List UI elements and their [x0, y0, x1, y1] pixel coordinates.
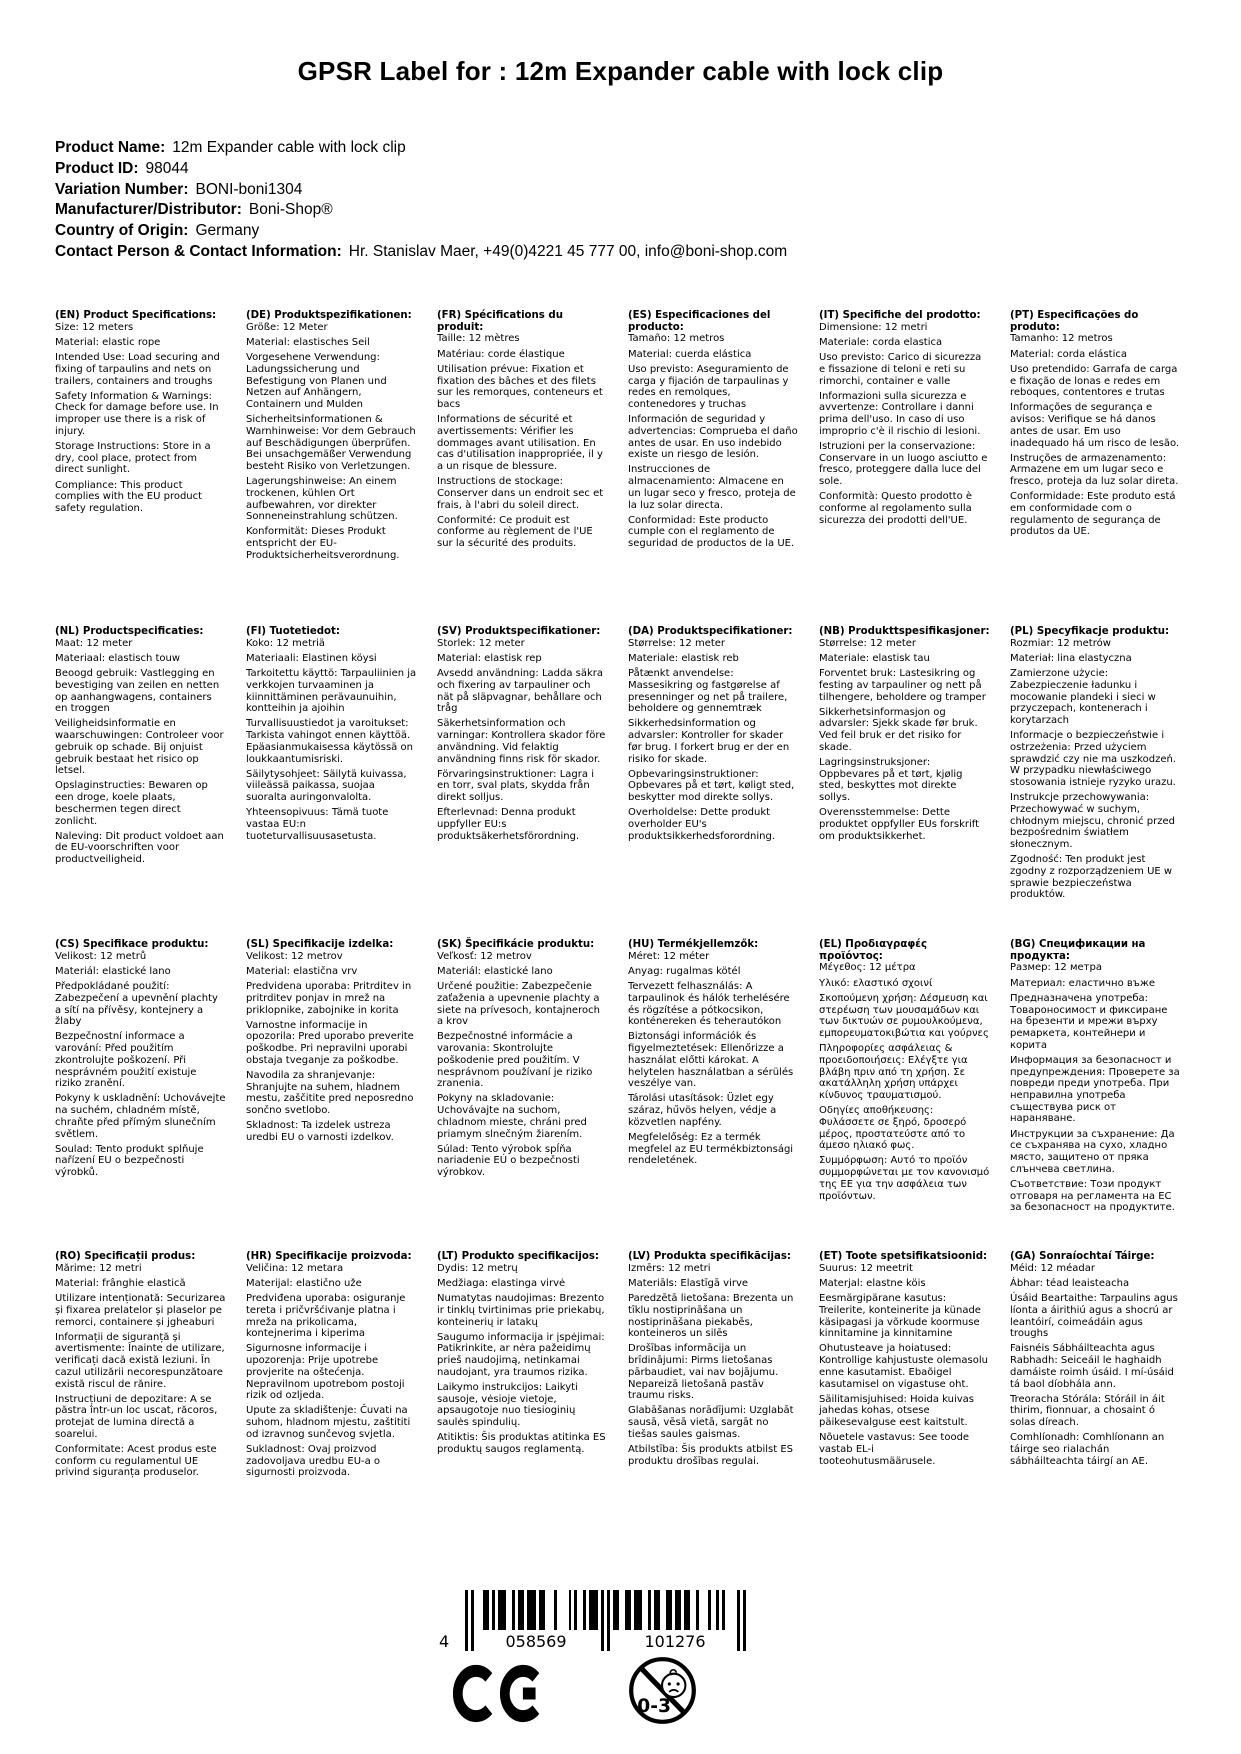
spec-paragraph: Konformität: Dieses Produkt entspricht der EU-Produktsicherheitsverordnung.	[246, 526, 400, 561]
spec-paragraph: Säilytysohjeet: Säilytä kuivassa, viileässä paikassa, suojaa suoralta auringonvalolta.	[246, 768, 407, 804]
language-spec-block	[246, 1251, 417, 1479]
spec-paragraph: Faisnéis Sábháilteachta agus Rabhadh: Seiceáil le haghaidh damáiste roimh úsáid. I mí-úsáid tá baol díobhála ann.	[1010, 1343, 1174, 1390]
language-spec-block	[55, 939, 226, 1251]
barcode-right-digits: 101276	[641, 1632, 708, 1651]
spec-paragraph: Tarkoitettu käyttö: Tarpauliinien ja verkkojen turvaaminen ja kiinnittäminen perävaunuihin, kontteihin ja ajoihin	[246, 668, 417, 715]
product-info-row	[55, 200, 787, 221]
spec-paragraph: Izmērs: 12 metri	[628, 1262, 711, 1274]
barcode-bar	[666, 1590, 672, 1630]
language-block-heading: (NL) Productspecificaties:	[55, 626, 204, 637]
language-spec-block	[437, 626, 608, 939]
barcode-bar	[648, 1590, 651, 1630]
barcode-bar	[696, 1590, 699, 1630]
spec-paragraph: Πληροφορίες ασφάλειας & προειδοποιήσεις: Ελέγξτε για βλάβη πριν από τη χρήση. Σε ακατάλληλη χρήση υπάρχει κίνδυνος τραυματισμού.	[819, 1043, 968, 1101]
spec-paragraph: Uso previsto: Carico di sicurezza e fissazione di teloni e reti su rimorchi, container e valle	[819, 352, 982, 387]
spec-paragraph: Navodila za shranjevanje: Shranjujte na suhem, hladnem mestu, zaščitite pred neposredno sončno svetlobo.	[246, 1070, 414, 1117]
product-info-row	[55, 180, 787, 201]
spec-paragraph: Pokyny na skladovanie: Uchovávajte na suchom, chladnom mieste, chráni pred priamym slnečným žiarením.	[437, 1093, 587, 1140]
spec-paragraph: Påtænkt anvendelse: Massesikring og fastgørelse af presenninger og net på trailere, beholdere og gennemtræk	[628, 668, 788, 715]
spec-paragraph: Instrukcje przechowywania: Przechowywać w suchym, chłodnym miejscu, chronić przed bezpośrednim światłem słonecznym.	[1010, 792, 1176, 850]
spec-paragraph: Materiale: elastisk tau	[819, 652, 930, 664]
language-block-heading: (CS) Specifikace produktu:	[55, 939, 209, 950]
spec-paragraph: Pokyny k uskladnění: Uchovávejte na suchém, chladném místě, chraňte před přímým slunečním světlem.	[55, 1093, 226, 1140]
page-title: GPSR Label for : 12m Expander cable with lock clip	[297, 56, 944, 86]
spec-paragraph: Conformitate: Acest produs este conform cu regulamentul UE privind siguranța produselor.	[55, 1444, 217, 1479]
language-spec-block	[1010, 310, 1181, 626]
spec-paragraph: Upute za skladištenje: Čuvati na suhom, hladnom mjestu, zaštititi od izravnog sunčevog svjetla.	[246, 1405, 411, 1440]
product-id-label: Product ID:	[55, 159, 139, 177]
spec-paragraph: Mărime: 12 metri	[55, 1262, 142, 1274]
spec-paragraph: Säkerhetsinformation och varningar: Kontrollera skador före användning. Vid felaktig användning finns risk för skador.	[437, 718, 606, 765]
language-spec-block	[55, 626, 226, 939]
spec-paragraph: Informacje o bezpieczeństwie i ostrzeżenia: Przed użyciem sprawdzić czy nie ma uszkodzeń. W przypadku niewłaściwego stosowania istnieje ryzyko urazu.	[1010, 730, 1176, 788]
spec-paragraph: Υλικό: ελαστικό σχοινί	[819, 977, 933, 989]
language-block-heading: (NB) Produkttspesifikasjoner:	[819, 626, 990, 637]
spec-paragraph: Инструкции за съхранение: Да се съхранява на сухо, хладно място, защитено от пряка слънчева светлина.	[1010, 1128, 1175, 1175]
language-block-heading: (SL) Specifikacije izdelka:	[246, 939, 394, 950]
age-warning-text: 0-3	[637, 1695, 672, 1717]
spec-paragraph: Rozmiar: 12 metrów	[1010, 637, 1111, 649]
spec-paragraph: Veľkosť: 12 metrov	[437, 950, 532, 962]
spec-paragraph: Atitiktis: Šis produktas atitinka ES produktų saugos reglamentą.	[437, 1432, 606, 1456]
spec-paragraph: Instruções de armazenamento: Armazene em um lugar seco e fresco, proteja da luz solar direta.	[1010, 452, 1179, 488]
country-of-origin-value: Germany	[195, 222, 260, 240]
language-block-heading: (LT) Produkto specifikacijos:	[437, 1251, 599, 1262]
spec-paragraph: Vorgesehene Verwendung: Ladungssicherung und Befestigung von Planen und Netzen auf Anhängern, Containern und Mulden	[246, 352, 387, 410]
spec-paragraph: Soulad: Tento produkt splňuje nařízení EU o bezpečnosti výrobků.	[55, 1143, 204, 1179]
spec-paragraph: Material: elastisches Seil	[246, 336, 370, 348]
product-info	[55, 138, 787, 263]
spec-paragraph: Anyag: rugalmas kötél	[628, 965, 741, 977]
spec-paragraph: Úsáid Beartaithe: Tarpaulins agus líonta a áirithiú agus a shocrú ar leantóirí, coimeádáin agus troughs	[1010, 1293, 1178, 1340]
spec-paragraph: Materiał: lina elastyczna	[1010, 652, 1132, 664]
ce-mark-icon	[452, 1664, 549, 1723]
spec-paragraph: Turvallisuustiedot ja varoitukset: Tarkista vahingot ennen käyttöä. Epäasianmukaisessa käytössä on loukkaantumisriski.	[246, 718, 413, 765]
spec-paragraph: Zamierzone użycie: Zabezpieczenie ładunku i mocowanie plandeki i sieci w przyczepach, kontenerach i korytarzach	[1010, 668, 1156, 726]
age-warning-0-3-icon	[627, 1655, 698, 1726]
spec-paragraph: Sicherheitsinformationen & Warnhinweise: Vor dem Gebrauch auf Beschädigungen überprüfen. Bei unsachgemäßer Verwendung besteht Risiko von Verletzungen.	[246, 414, 416, 472]
product-info-row	[55, 242, 787, 263]
language-spec-block	[437, 939, 608, 1251]
language-block-heading: (BG) Спецификации на продукта:	[1010, 939, 1146, 962]
spec-paragraph: Súlad: Tento výrobok spĺňa nariadenie EÚ o bezpečnosti výrobkov.	[437, 1143, 580, 1179]
variation-number-value: BONI-boni1304	[195, 180, 303, 198]
spec-paragraph: Conformidade: Este produto está em conformidade com o regulamento de segurança de produtos da UE.	[1010, 491, 1176, 538]
country-of-origin-label: Country of Origin:	[55, 222, 189, 240]
barcode-bar	[634, 1590, 643, 1630]
spec-paragraph: Lagerungshinweise: An einem trockenen, kühlen Ort aufbewahren, vor direkter Sonneneinstrahlung schützen.	[246, 476, 398, 523]
barcode-bar	[722, 1590, 725, 1630]
spec-paragraph: Tamanho: 12 metros	[1010, 333, 1113, 345]
spec-paragraph: Méid: 12 méadar	[1010, 1262, 1095, 1274]
spec-paragraph: Safety Information & Warnings: Check for damage before use. In improper use there is a risk of injury.	[55, 390, 219, 437]
spec-paragraph: Uso previsto: Aseguramiento de carga y fijación de tarpaulinas y redes en remolques, contenedores y truchas	[628, 363, 789, 410]
spec-paragraph: Материал: еластично въже	[1010, 977, 1156, 989]
spec-paragraph: Medžiaga: elastinga virvė	[437, 1277, 566, 1289]
spec-paragraph: Sukladnost: Ovaj proizvod zadovoljava uredbu EU-a o sigurnosti proizvoda.	[246, 1444, 381, 1479]
spec-paragraph: Instrucțiuni de depozitare: A se păstra într-un loc uscat, răcoros, protejat de lumina directă a soarelui.	[55, 1393, 218, 1440]
manufacturer-label: Manufacturer/Distributor:	[55, 201, 242, 219]
spec-paragraph: Material: corda elástica	[1010, 348, 1127, 360]
spec-paragraph: Conformité: Ce produit est conforme au règlement de l'UE sur la sécurité des produits.	[437, 514, 593, 550]
barcode-bar	[654, 1590, 660, 1630]
spec-paragraph: Lagringsinstruksjoner: Oppbevares på et tørt, kjølig sted, beskyttes mot direkte sollys.	[819, 757, 963, 804]
spec-paragraph: Materiál: elastické lano	[55, 965, 171, 977]
spec-paragraph: Beoogd gebruik: Vastlegging en bevestiging van zeilen en netten op aanhangwagens, containers en troggen	[55, 668, 220, 715]
language-grid	[55, 310, 1181, 1479]
variation-number-label: Variation Number:	[55, 180, 189, 198]
barcode-bar	[625, 1590, 631, 1630]
spec-paragraph: Συμμόρφωση: Αυτό το προϊόν συμμορφώνεται με τον κανονισμό της ΕΕ για την ασφάλεια των προϊόντων.	[819, 1155, 990, 1202]
barcode-bar	[737, 1590, 740, 1651]
spec-paragraph: Materiál: elastické lano	[437, 965, 553, 977]
contact-label: Contact Person & Contact Information:	[55, 242, 342, 260]
spec-paragraph: Dimensione: 12 metri	[819, 321, 928, 333]
spec-paragraph: Instructions de stockage: Conserver dans un endroit sec et frais, à l'abri du soleil direct.	[437, 476, 604, 511]
language-block-heading: (LV) Produkta specifikācijas:	[628, 1251, 791, 1262]
barcode-bar	[607, 1590, 610, 1651]
product-name-value: 12m Expander cable with lock clip	[172, 139, 406, 156]
spec-paragraph: Bezpečnostné informácie a varovania: Skontrolujte poškodenie pred použitím. V nesprávnom používaní je riziko zranenia.	[437, 1031, 593, 1090]
barcode-bar	[554, 1590, 557, 1630]
language-block-heading: (SV) Produktspecifikationer:	[437, 626, 601, 637]
product-info-row	[55, 159, 787, 180]
spec-paragraph: Efterlevnad: Denna produkt uppfyller EU:s produktsäkerhetsförordning.	[437, 807, 580, 842]
language-spec-block	[819, 939, 990, 1251]
spec-paragraph: Sigurnosne informacije i upozorenja: Prije upotrebe provjerite na oštećenja. Nepravilnom upotrebom postoji rizik od ozljeda.	[246, 1343, 405, 1402]
language-block-heading: (GA) Sonraíochtaí Táirge:	[1010, 1251, 1155, 1262]
spec-paragraph: Treoracha Stórála: Stóráil in áit thirim, fionnuar, a chosaint ó solas díreach.	[1010, 1393, 1165, 1429]
product-name-label: Product Name:	[55, 139, 166, 156]
language-spec-block	[819, 626, 990, 939]
spec-paragraph: Avsedd användning: Ladda säkra och fixering av tarpauliner och nät på släpvagnar, behållare och tråg	[437, 668, 604, 715]
spec-paragraph: Materiāls: Elastīgā virve	[628, 1277, 749, 1289]
spec-paragraph: Utilisation prévue: Fixation et fixation des bâches et des filets sur les remorques, conteneurs et bacs	[437, 363, 603, 410]
spec-paragraph: Utilizare intenționată: Securizarea și fixarea prelatelor și plaselor pe remorci, containere și jgheaburi	[55, 1293, 226, 1328]
spec-paragraph: Ohutusteave ja hoiatused: Kontrollige kahjustuste olemasolu enne kasutamist. Ebaõigel kasutamisel on vigastuse oht.	[819, 1343, 988, 1390]
spec-paragraph: Glabāšanas norādījumi: Uzglabāt sausā, vēsā vietā, sargāt no tiešas saules gaismas.	[628, 1405, 794, 1440]
language-spec-block	[628, 310, 799, 626]
barcode-bar	[569, 1590, 572, 1630]
spec-paragraph: Materiaal: elastisch touw	[55, 652, 181, 664]
spec-paragraph: Size: 12 meters	[55, 321, 134, 333]
spec-paragraph: Tamaño: 12 metros	[628, 333, 725, 345]
spec-paragraph: Størrelse: 12 meter	[628, 637, 726, 649]
language-spec-block	[1010, 939, 1181, 1251]
spec-paragraph: Materiale: elastisk reb	[628, 652, 739, 664]
spec-paragraph: Naleving: Dit product voldoet aan de EU-voorschriften voor productveiligheid.	[55, 830, 224, 866]
spec-paragraph: Bezpečnostní informace a varování: Před použitím zkontrolujte poškození. Při nesprávném použití existuje riziko zranění.	[55, 1031, 197, 1090]
spec-paragraph: Información de seguridad y advertencias: Comprueba el daño antes de usar. En uso indebido existe un riesgo de lesión.	[628, 414, 798, 461]
language-spec-block	[1010, 626, 1181, 939]
spec-paragraph: Forventet bruk: Lastesikring og festing av tarpauliner og nett på tilhengere, beholdere og tramper	[819, 668, 986, 703]
spec-paragraph: Predviđena uporaba: osiguranje tereta i pričvršćivanje platna i mreža na prikolicama, kontejnerima i kiperima	[246, 1293, 406, 1340]
spec-paragraph: Material: elastisk rep	[437, 652, 542, 664]
spec-paragraph: Saugumo informacija ir įspėjimai: Patikrinkite, ar nėra pažeidimų prieš naudojimą, netinkamai naudojant, yra traumos rizika.	[437, 1331, 605, 1378]
spec-paragraph: Sikkerhetsinformasjon og advarsler: Sjekk skade før bruk. Ved feil bruk er det risiko for skade.	[819, 706, 978, 753]
language-block-heading: (EL) Προδιαγραφές προϊόντος:	[819, 939, 928, 962]
spec-paragraph: Nõuetele vastavus: See toode vastab EL-i tooteohutusmäärusele.	[819, 1432, 970, 1467]
spec-paragraph: Laikymo instrukcijos: Laikyti sausoje, vėsioje vietoje, apsaugotoje nuo tiesioginių saulės spindulių.	[437, 1382, 578, 1429]
barcode-bar	[483, 1590, 489, 1630]
spec-paragraph: Materiale: corda elastica	[819, 336, 943, 348]
language-spec-block	[628, 1251, 799, 1479]
spec-paragraph: Materjal: elastne köis	[819, 1277, 926, 1289]
language-spec-block	[246, 939, 417, 1251]
spec-paragraph: Informações de segurança e avisos: Verifique se há danos antes de usar. Em uso inadequado há um risco de lesão.	[1010, 402, 1180, 449]
spec-paragraph: Velikost: 12 metrov	[246, 950, 343, 962]
spec-paragraph: Størrelse: 12 meter	[819, 637, 917, 649]
barcode-bar	[716, 1590, 719, 1630]
spec-paragraph: Storage Instructions: Store in a dry, cool place, protect from direct sunlight.	[55, 441, 211, 476]
language-spec-block	[628, 626, 799, 939]
spec-paragraph: Οδηγίες αποθήκευσης: Φυλάσσετε σε ξηρό, δροσερό μέρος, προστατεύστε από το άμεσο ηλιακό φως.	[819, 1105, 967, 1152]
language-block-heading: (FI) Tuotetiedot:	[246, 626, 340, 637]
language-block-heading: (ET) Toote spetsifikatsioonid:	[819, 1251, 988, 1262]
spec-paragraph: Съответствие: Този продукт отговаря на регламента на ЕС за безопасност на продуктите.	[1010, 1178, 1175, 1214]
barcode-bar	[684, 1590, 690, 1630]
spec-paragraph: Material: cuerda elástica	[628, 348, 752, 360]
barcode-first-digit: 4	[439, 1632, 450, 1651]
spec-paragraph: Veličina: 12 metara	[246, 1262, 344, 1274]
baby-face-icon	[662, 1674, 685, 1697]
spec-paragraph: Eesmärgipärane kasutus: Treilerite, konteinerite ja künade käsipagasi ja võrkude koormuse kinnitamine ja kinnitamine	[819, 1293, 981, 1340]
spec-paragraph: Compliance: This product complies with the EU product safety regulation.	[55, 479, 203, 515]
spec-paragraph: Overholdelse: Dette produkt overholder EU's produktsikkerhedsforordning.	[628, 807, 776, 842]
spec-paragraph: Tervezett felhasználás: A tarpaulinok és hálók terhelésére és rögzítése a pótkocsikon, konténereken és teherautókon	[628, 981, 790, 1028]
language-block-heading: (RO) Specificații produs:	[55, 1251, 196, 1262]
barcode-bar	[613, 1590, 619, 1630]
barcode-bar	[471, 1590, 474, 1651]
barcode-bar	[601, 1590, 604, 1651]
spec-paragraph: Taille: 12 mètres	[437, 333, 520, 345]
barcode-left-digits: 058569	[502, 1632, 569, 1651]
barcode-bar	[539, 1590, 545, 1630]
spec-paragraph: Zgodność: Ten produkt jest zgodny z rozporządzeniem UE w sprawie bezpieczeństwa produktów.	[1010, 854, 1173, 901]
language-block-heading: (PL) Specyfikacje produktu:	[1010, 626, 1170, 637]
barcode-bar	[527, 1590, 536, 1630]
spec-paragraph: Matériau: corde élastique	[437, 348, 565, 360]
barcode-bar	[518, 1590, 524, 1630]
language-block-heading: (HU) Termékjellemzők:	[628, 939, 759, 950]
spec-paragraph: Größe: 12 Meter	[246, 321, 328, 333]
spec-paragraph: Informations de sécurité et avertissements: Vérifier les dommages avant utilisation. En cas d'utilisation inappropriée, il y a un risque de blessure.	[437, 414, 603, 472]
barcode-bar	[708, 1590, 711, 1630]
spec-paragraph: Conformidad: Este producto cumple con el reglamento de seguridad de productos de la UE.	[628, 514, 795, 550]
language-spec-block	[55, 310, 226, 626]
spec-paragraph: Megfelelőség: Ez a termék megfelel az EU termékbiztonsági rendeletének.	[628, 1132, 794, 1167]
spec-paragraph: Material: elastična vrv	[246, 965, 358, 977]
spec-paragraph: Conformità: Questo prodotto è conforme al regolamento sulla sicurezza dei prodotti dell'UE.	[819, 491, 973, 526]
spec-paragraph: Säilitamisjuhised: Hoida kuivas jahedas kohas, otsese päikesevalguse eest kaitstult.	[819, 1393, 975, 1429]
language-block-heading: (DE) Produktspezifikationen:	[246, 310, 412, 321]
barcode-bar	[492, 1590, 495, 1630]
spec-paragraph: Informazioni sulla sicurezza e avvertenze: Controllare i danni prima dell'uso. In caso di uso improprio c'è il rischio di lesioni.	[819, 390, 981, 437]
language-block-heading: (PT) Especificações do produto:	[1010, 310, 1139, 333]
spec-paragraph: Μέγεθος: 12 μέτρα	[819, 962, 916, 974]
spec-paragraph: Opslaginstructies: Bewaren op een droge, koele plaats, beschermen tegen direct zonlicht.	[55, 780, 208, 827]
spec-paragraph: Uso pretendido: Garrafa de carga e fixação de lonas e redes em reboques, contentores e trutas	[1010, 363, 1178, 399]
product-info-row	[55, 138, 787, 159]
spec-paragraph: Istruzioni per la conservazione: Conservare in un luogo asciutto e fresco, proteggere dalla luce del sole.	[819, 441, 988, 488]
language-block-heading: (EN) Product Specifications:	[55, 310, 217, 321]
language-block-heading: (DA) Produktspecifikationer:	[628, 626, 793, 637]
language-spec-block	[246, 310, 417, 626]
language-spec-block	[246, 626, 417, 939]
spec-paragraph: Předpokládané použití: Zabezpečení a upevnění plachty a sítí na přívěsy, kontejnery a žlaby	[55, 981, 218, 1028]
language-block-heading: (SK) Špecifikácie produktu:	[437, 939, 595, 950]
spec-paragraph: Určené použitie: Zabezpečenie zaťaženia a upevnenie plachty a siete na prívesoch, kontajneroch a krov	[437, 981, 600, 1028]
spec-paragraph: Paredzētā lietošana: Brezenta un tīklu nostiprināšana un nostiprināšana piekabēs, konteineros un silēs	[628, 1293, 794, 1340]
spec-paragraph: Suurus: 12 meetrit	[819, 1262, 913, 1274]
language-spec-block	[1010, 1251, 1181, 1479]
language-block-heading: (FR) Spécifications du produit:	[437, 310, 563, 333]
spec-paragraph: Velikost: 12 metrů	[55, 950, 147, 962]
spec-paragraph: Predvidena uporaba: Pritrditev in pritrditev ponjav in mrež na priklopnike, zabojnike in korita	[246, 981, 412, 1016]
spec-paragraph: Storlek: 12 meter	[437, 637, 525, 649]
spec-paragraph: Sikkerhedsinformation og advarsler: Kontroller for skader før brug. I forkert brug er der en risiko for skade.	[628, 718, 790, 765]
spec-paragraph: Méret: 12 méter	[628, 950, 710, 962]
barcode-bar	[583, 1590, 586, 1630]
spec-paragraph: Material: elastic rope	[55, 336, 161, 348]
language-block-heading: (HR) Specifikacije proizvoda:	[246, 1251, 412, 1262]
spec-paragraph: Comhlíonadh: Comhlíonann an táirge seo rialachán sábháilteachta táirgí an AE.	[1010, 1432, 1165, 1467]
language-spec-block	[55, 1251, 226, 1479]
language-block-heading: (ES) Especificaciones del producto:	[628, 310, 771, 333]
spec-paragraph: Overensstemmelse: Dette produktet oppfyller EUs forskrift om produktsikkerhet.	[819, 807, 980, 842]
spec-paragraph: Dydis: 12 metrų	[437, 1262, 518, 1274]
spec-paragraph: Yhteensopivuus: Tämä tuote vastaa EU:n tuoteturvallisuusasetusta.	[246, 807, 389, 842]
spec-paragraph: Tárolási utasítások: Üzlet egy száraz, hűvös helyen, védje a közvetlen napfény.	[628, 1093, 777, 1128]
contact-value: Hr. Stanislav Maer, +49(0)4221 45 777 00, info@boni-shop.com	[348, 242, 788, 260]
spec-paragraph: Instrucciones de almacenamiento: Almacene en un lugar seco y fresco, proteja de la luz solar directa.	[628, 464, 796, 511]
barcode-bar	[574, 1590, 577, 1630]
spec-paragraph: Informații de siguranță și avertismente: Înainte de utilizare, verificați dacă există leziuni. În cazul utilizării necorespunzătoare există riscul de rănire.	[55, 1331, 225, 1390]
language-spec-block	[819, 310, 990, 626]
spec-paragraph: Numatytas naudojimas: Brezento ir tinklų tvirtinimas prie priekabų, konteinerių ir latakų	[437, 1293, 605, 1328]
spec-paragraph: Σκοπούμενη χρήση: Δέσμευση και στερέωση των μουσαμάδων και των δικτυών σε ρυμουλκούμενα, εμπορευματοκιβώτια και γούρνες	[819, 992, 989, 1039]
spec-paragraph: Koko: 12 metriä	[246, 637, 326, 649]
spec-paragraph: Предназначена употреба: Товароносимост и фиксиране на брезенти и мрежи върху ремаркета, контейнери и корита	[1010, 992, 1168, 1051]
product-id-value: 98044	[145, 159, 189, 177]
spec-paragraph: Materiaali: Elastinen köysi	[246, 652, 377, 664]
spec-paragraph: Maat: 12 meter	[55, 637, 133, 649]
ean13-barcode	[439, 1590, 746, 1652]
barcode-bar	[743, 1590, 746, 1651]
barcode-bar	[498, 1590, 507, 1630]
barcode-bar	[512, 1590, 515, 1630]
spec-paragraph: Förvaringsinstruktioner: Lagra i en torr, sval plats, skydda från direkt solljus.	[437, 768, 594, 804]
spec-paragraph: Размер: 12 метра	[1010, 962, 1102, 974]
barcode-bar	[589, 1590, 598, 1630]
barcode-bar	[465, 1590, 468, 1651]
spec-paragraph: Drošības informācija un brīdinājumi: Pirms lietošanas pārbaudiet, vai nav bojājumu. Nepareizā lietošanā pastāv traumu risks.	[628, 1343, 779, 1402]
spec-paragraph: Intended Use: Load securing and fixing of tarpaulins and nets on trailers, containers and troughs	[55, 352, 220, 387]
spec-paragraph: Информация за безопасност и предупреждения: Проверете за повреди преди употреба. При неправилна употреба съществува риск от нараняване.	[1010, 1054, 1180, 1125]
language-spec-block	[628, 939, 799, 1251]
language-spec-block	[437, 310, 608, 626]
spec-paragraph: Skladnost: Ta izdelek ustreza uredbi EU o varnosti izdelkov.	[246, 1120, 394, 1144]
spec-paragraph: Atbilstība: Šis produkts atbilst ES produktu drošības regulai.	[628, 1444, 794, 1467]
spec-paragraph: Biztonsági információk és figyelmeztetések: Ellenőrizze a használat előtti károkat. A helytelen használatban a sérülés veszélye van.	[628, 1031, 794, 1090]
spec-paragraph: Opbevaringsinstruktioner: Opbevares på et tørt, køligt sted, beskytter mod direkte sollys.	[628, 768, 795, 804]
spec-paragraph: Varnostne informacije in opozorila: Pred uporabo preverite poškodbe. Pri nepravilni uporabi obstaja tveganje za poškodbe.	[246, 1019, 414, 1066]
language-block-heading: (IT) Specifiche del prodotto:	[819, 310, 981, 321]
manufacturer-value: Boni-Shop®	[248, 201, 333, 219]
language-spec-block	[819, 1251, 990, 1479]
product-info-row	[55, 221, 787, 242]
spec-paragraph: Material: frânghie elastică	[55, 1277, 186, 1289]
barcode-bar	[675, 1590, 681, 1630]
language-spec-block	[437, 1251, 608, 1479]
spec-paragraph: Ábhar: téad leaisteacha	[1010, 1277, 1130, 1289]
spec-paragraph: Materijal: elastično uže	[246, 1277, 362, 1289]
spec-paragraph: Veiligheidsinformatie en waarschuwingen: Controleer voor gebruik op schade. Bij onjuist gebruik bestaat het risico op letsel.	[55, 718, 224, 777]
